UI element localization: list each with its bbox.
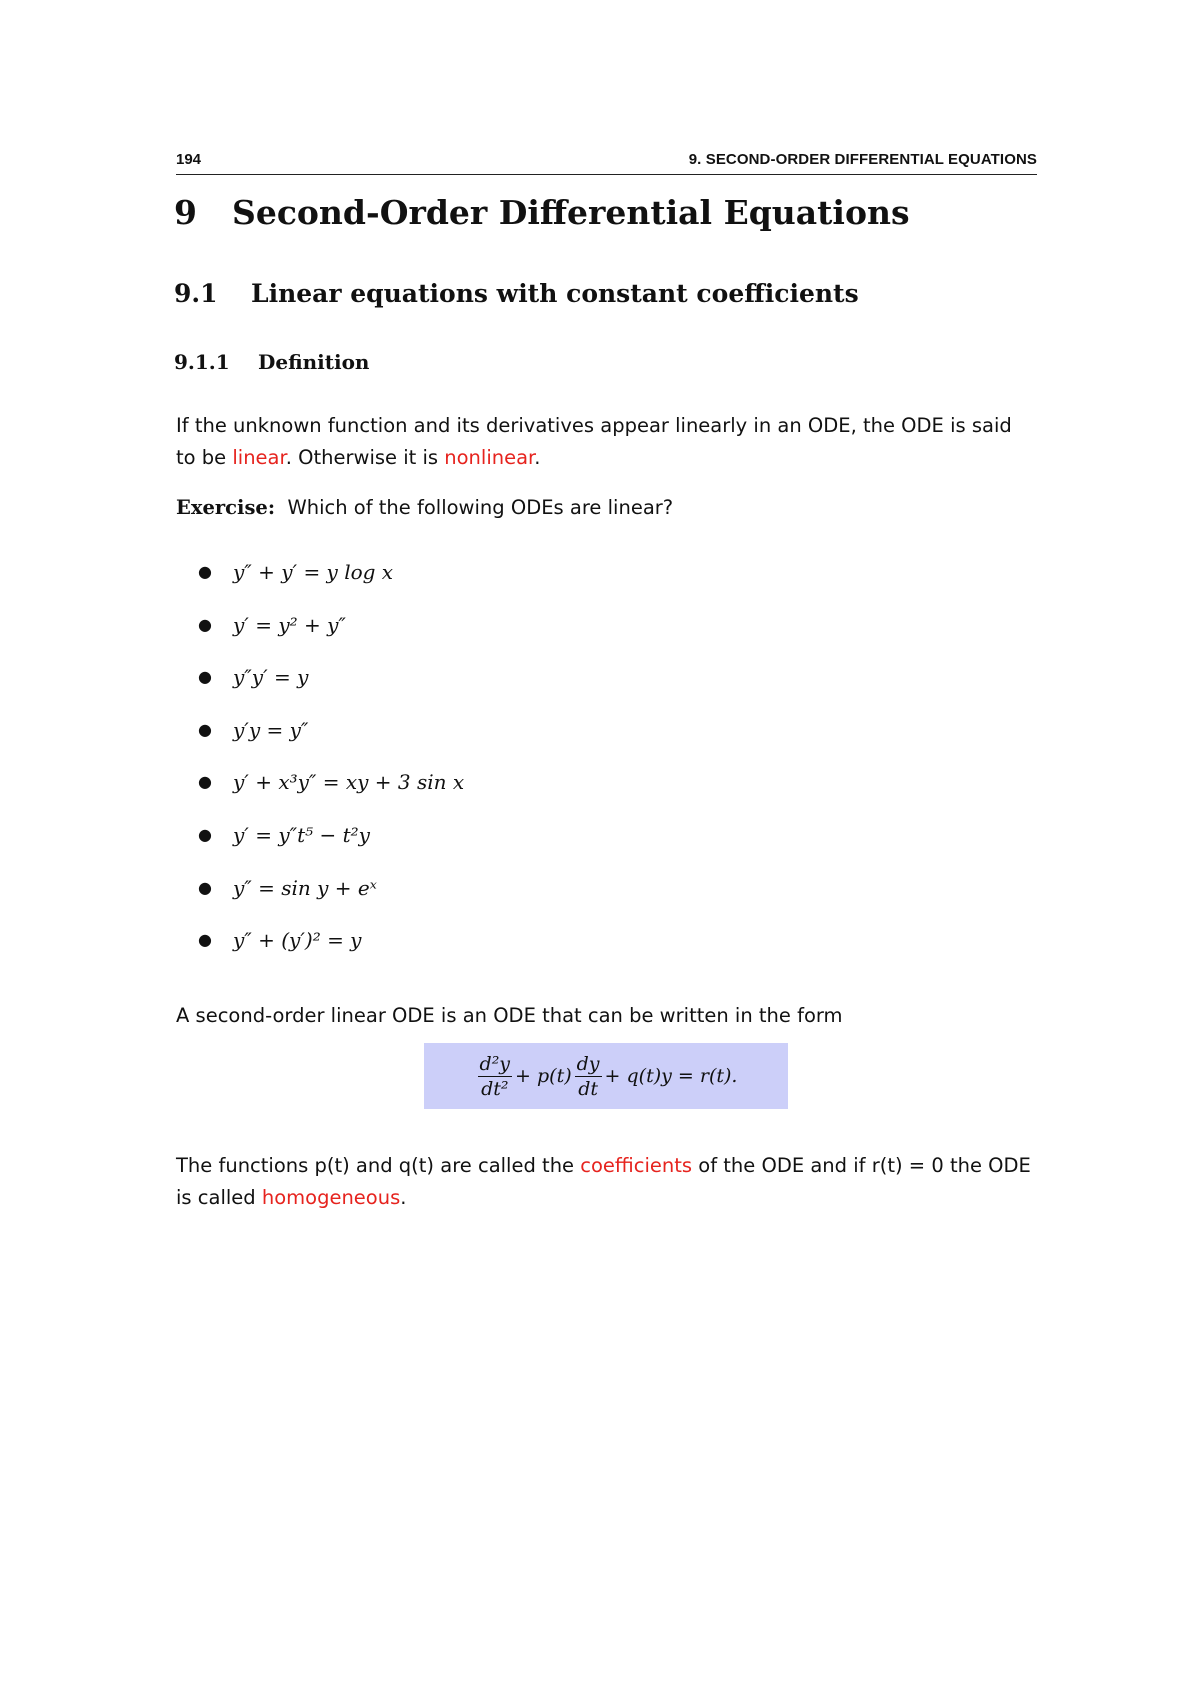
exercise-equation: y′ = y² + y″ [233,612,346,637]
bullet-icon: ● [198,930,212,950]
fraction-denominator: dt² [481,1077,509,1100]
bullet-icon: ● [198,877,212,897]
fraction-first-derivative [575,1052,602,1101]
exercise-prompt: Which of the following ODEs are linear? [287,496,674,519]
list-item [176,872,464,925]
list-item [176,924,464,977]
bullet-icon: ● [198,562,212,581]
list-item [176,661,464,714]
section-title-text: Linear equations with constant coefficients [251,279,859,308]
exercise-paragraph [176,492,1037,524]
exercise-list [176,556,464,977]
section-number: 9.1 [174,279,218,308]
bullet-icon: ● [198,824,212,844]
ode-formula [424,1043,788,1109]
list-item [176,714,464,767]
definition-text-2: . Otherwise it is [285,446,445,469]
exercise-equation: y′ + x³y″ = xy + 3 sin x [233,770,465,795]
chapter-title [174,193,910,232]
fraction-numerator: dy [576,1052,600,1075]
term-homogeneous: homogeneous [261,1186,401,1209]
formula-rest: + q(t)y = r(t). [604,1065,738,1087]
formula-box [424,1043,788,1109]
chapter-title-text: Second-Order Differential Equations [232,193,910,232]
exercise-equation: y″ + y′ = y log x [233,560,394,584]
closing-text-2: of the ODE and if r(t) = 0 the ODE is called [176,1154,1031,1209]
term-linear: linear [232,446,286,469]
exercise-equation: y′ = y″t⁵ − t²y [233,822,370,847]
closing-text-1: The functions p(t) and q(t) are called the [176,1154,581,1177]
page-number: 194 [176,151,202,168]
list-item [176,766,464,819]
exercise-equation: y″ + (y′)² = y [233,928,362,953]
subsection-title [174,350,369,374]
fraction-denominator: dt [578,1077,598,1100]
subsection-title-text: Definition [258,350,370,374]
exercise-equation: y′y = y″ [233,717,309,742]
subsection-number: 9.1.1 [174,350,230,374]
list-item [176,609,464,662]
exercise-equation: y″ = sin y + eˣ [233,875,377,900]
exercise-equation: y″y′ = y [233,665,309,690]
exercise-label: Exercise: [176,496,276,519]
form-intro-text: A second-order linear ODE is an ODE that can be written in the form [176,1004,843,1027]
formula-p-term: + p(t) [515,1065,572,1087]
fraction-numerator: d²y [479,1052,511,1075]
bullet-icon: ● [198,719,212,739]
section-title [174,279,859,308]
running-title: 9. SECOND-ORDER DIFFERENTIAL EQUATIONS [688,151,1037,168]
list-item [176,556,464,609]
definition-text-3: . [534,446,541,469]
bullet-icon: ● [198,614,212,634]
bullet-icon: ● [198,667,212,687]
form-intro-paragraph [176,1000,1037,1032]
term-nonlinear: nonlinear [444,446,535,469]
list-item [176,819,464,872]
closing-paragraph [176,1150,1037,1214]
definition-text-1: If the unknown function and its derivatives appear linearly in an ODE, the ODE is said to be [176,414,1012,469]
definition-paragraph [176,410,1037,474]
chapter-number: 9 [174,193,197,232]
bullet-icon: ● [198,772,212,792]
closing-text-3: . [400,1186,407,1209]
running-head [176,150,1037,175]
fraction-second-derivative [478,1052,513,1101]
term-coefficients: coefficients [580,1154,693,1177]
